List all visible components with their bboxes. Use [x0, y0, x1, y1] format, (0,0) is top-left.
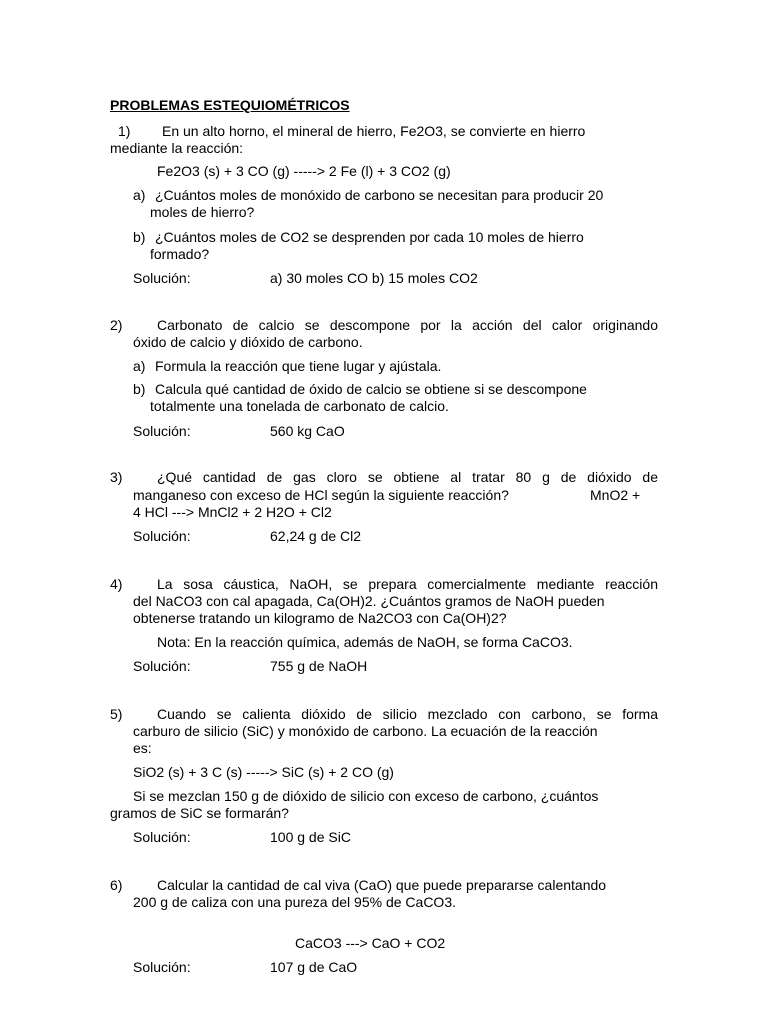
problem-1-part-a-line-1: ¿Cuántos moles de monóxido de carbono se necesitan para producir 20 — [155, 187, 604, 203]
problem-3-intro-line-1: ¿Qué cantidad de gas cloro se obtiene al tratar 80 g de dióxido de — [157, 469, 658, 485]
problem-5-solution-value: 100 g de SiC — [270, 829, 351, 845]
problem-1-part-b-label: b) — [133, 229, 146, 245]
problem-1-solution-label: Solución: — [133, 270, 191, 286]
problem-5-solution-label: Solución: — [133, 829, 191, 845]
problem-6-solution-label: Solución: — [133, 959, 191, 975]
problem-1-part-b-line-2: formado? — [150, 246, 210, 262]
problem-1-number: 1) — [118, 123, 131, 139]
problem-5-intro-line-2: carburo de silicio (SiC) y monóxido de carbono. La ecuación de la reacción — [133, 723, 598, 739]
problem-6-intro-line-1: Calcular la cantidad de cal viva (CaO) que puede prepararse calentando — [157, 877, 607, 893]
problem-5-intro-line-3: es: — [133, 740, 152, 756]
problem-5-intro-line-1: Cuando se calienta dióxido de silicio mezclado con carbono, se forma — [157, 706, 658, 722]
problem-1-part-a-line-2: moles de hierro? — [150, 204, 255, 220]
problem-3-reaction-end: 4 HCl ---> MnCl2 + 2 H2O + Cl2 — [133, 504, 332, 520]
problem-4-number: 4) — [110, 576, 123, 592]
problem-1-part-b-line-1: ¿Cuántos moles de CO2 se desprenden por cada 10 moles de hierro — [155, 229, 584, 245]
problem-5-question-line-1: Si se mezclan 150 g de dióxido de silicio con exceso de carbono, ¿cuántos — [133, 788, 599, 804]
problem-4-solution-label: Solución: — [133, 658, 191, 674]
problem-3-solution-value: 62,24 g de Cl2 — [270, 528, 362, 544]
problem-4-intro-line-2: del NaCO3 con cal apagada, Ca(OH)2. ¿Cuántos gramos de NaOH pueden — [133, 593, 605, 609]
problem-2-solution-label: Solución: — [133, 423, 191, 439]
problem-2-part-a-label: a) — [133, 358, 146, 374]
problem-3-reaction-start: MnO2 + — [590, 487, 641, 503]
problem-4-solution-value: 755 g de NaOH — [270, 658, 368, 674]
problem-1-solution-value: a) 30 moles CO b) 15 moles CO2 — [270, 270, 478, 286]
problem-1-intro-line-1: En un alto horno, el mineral de hierro, Fe2O3, se convierte en hierro — [162, 123, 586, 139]
problem-2-intro-line-1: Carbonato de calcio se descompone por la acción del calor originando — [157, 317, 658, 333]
problem-4-note: Nota: En la reacción química, además de NaOH, se forma CaCO3. — [157, 634, 573, 650]
problem-4-intro-line-1: La sosa cáustica, NaOH, se prepara comercialmente mediante reacción — [157, 576, 658, 592]
problem-4-intro-line-3: obtenerse tratando un kilogramo de Na2CO3 con Ca(OH)2? — [133, 610, 507, 626]
problem-2-solution-value: 560 kg CaO — [270, 423, 345, 439]
page-title: PROBLEMAS ESTEQUIOMÉTRICOS — [110, 97, 350, 113]
problem-1-equation: Fe2O3 (s) + 3 CO (g) -----> 2 Fe (l) + 3 CO2 (g) — [157, 163, 451, 179]
problem-2-part-b-line-2: totalmente una tonelada de carbonato de calcio. — [150, 398, 449, 414]
problem-6-number: 6) — [110, 877, 123, 893]
problem-3-number: 3) — [110, 469, 123, 485]
problem-6-equation: CaCO3 ---> CaO + CO2 — [295, 935, 446, 951]
problem-1-part-a-label: a) — [133, 187, 146, 203]
problem-5-question-line-2: gramos de SiC se formarán? — [110, 805, 289, 821]
problem-2-number: 2) — [110, 317, 123, 333]
problem-2-part-a-line-1: Formula la reacción que tiene lugar y ajústala. — [155, 358, 442, 374]
problem-2-intro-line-2: óxido de calcio y dióxido de carbono. — [133, 334, 363, 350]
problem-3-intro-line-2: manganeso con exceso de HCl según la siguiente reacción? — [133, 487, 509, 503]
problem-1-intro-line-2: mediante la reacción: — [110, 140, 244, 156]
problem-6-solution-value: 107 g de CaO — [270, 959, 358, 975]
problem-5-number: 5) — [110, 706, 123, 722]
problem-2-part-b-label: b) — [133, 381, 146, 397]
problem-2-part-b-line-1: Calcula qué cantidad de óxido de calcio se obtiene si se descompone — [155, 381, 587, 397]
problem-3-solution-label: Solución: — [133, 528, 191, 544]
problem-6-intro-line-2: 200 g de caliza con una pureza del 95% de CaCO3. — [133, 894, 456, 910]
problem-5-equation: SiO2 (s) + 3 C (s) -----> SiC (s) + 2 CO (g) — [133, 764, 394, 780]
